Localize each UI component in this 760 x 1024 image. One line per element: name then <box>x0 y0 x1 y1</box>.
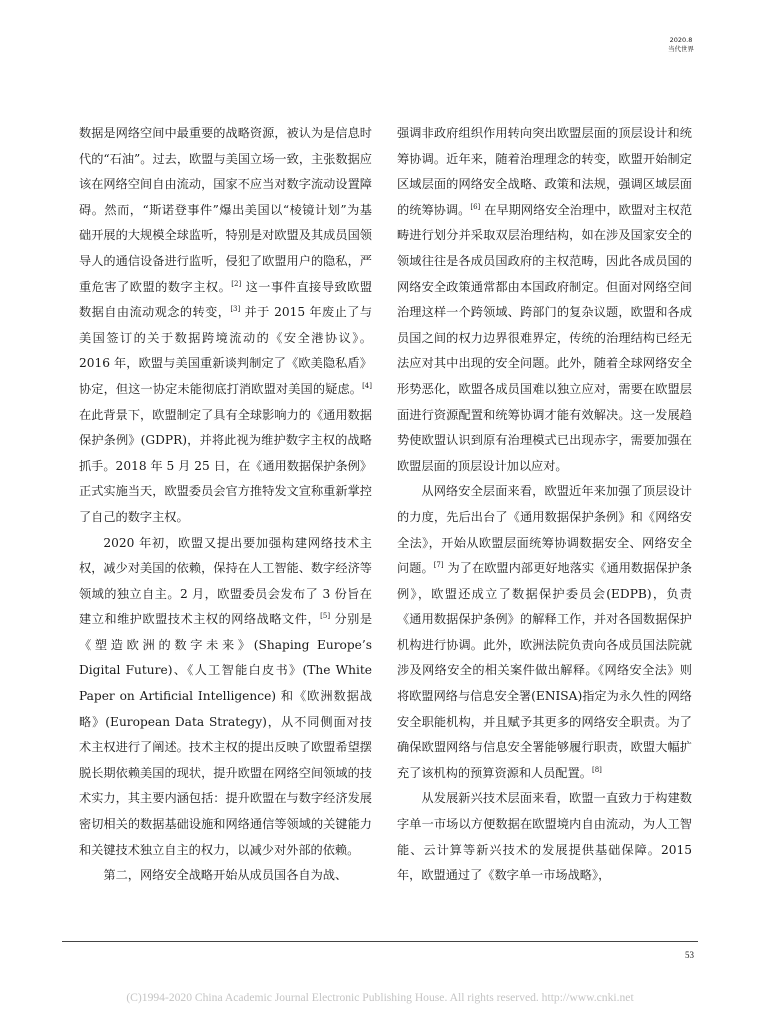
citation-marker: [8] <box>592 765 602 774</box>
right-column <box>397 121 692 889</box>
page-number: 53 <box>685 950 694 960</box>
citation-marker: [5] <box>320 612 331 621</box>
paragraph: 第二，网络安全战略开始从成员国各自为战、 <box>103 868 348 883</box>
issue-date: 2020.8 <box>669 36 693 44</box>
citation-marker: [3] <box>230 305 241 314</box>
citation-marker: [6] <box>470 202 481 211</box>
running-header <box>668 36 694 54</box>
citation-marker: [7] <box>433 561 444 570</box>
paragraph: 从发展新兴技术层面来看，欧盟一直致力于构建数字单一市场以方便数据在欧盟境内自由流动，为人工智能、云计算等新兴技术的发展提供基础保障。2015 年，欧盟通过了《数字单一市场战略》， <box>397 791 692 883</box>
paragraph: 强调非政府组织作用转向突出欧盟层面的顶层设计和统筹协调。近年来，随着治理理念的转变，欧盟开始制定区域层面的网络安全战略、政策和法规，强调区域层面的统筹协调。[6] 在早期网络安全治理中，欧盟对主权范畴进行划分并采取双层治理结构，如在涉及国家安全的领域往往是各成员国政府的主权范畴，因此各成员国的网络安全政策通常都由本国政府制定。但面对网络空间治理这样一个跨领域、跨部门的复杂议题，欧盟和各成员国之间的权力边界很难界定，传统的治理结构已经无法应对其中出现的安全问题。此外，随着全球网络安全形势恶化，欧盟各成员国难以独立应对，需要在欧盟层面进行资源配置和统筹协调才能有效解决。这一发展趋势使欧盟认识到原有治理模式已出现赤字，需要加强在欧盟层面的顶层设计加以应对。 <box>397 126 693 473</box>
paragraph: 从网络安全层面来看，欧盟近年来加强了顶层设计的力度，先后出台了《通用数据保护条例》和《网络安全法》，开始从欧盟层面统筹协调数据安全、网络安全问题。[7] 为了在欧盟内部更好地落实《通用数据保护条例》，欧盟还成立了数据保护委员会(EDPB)，负责《通用数据保护条例》的解释工作，并对各国数据保护机构进行协调。此外，欧洲法院负责向各成员国法院就涉及网络安全的相关案件做出解释。《网络安全法》则将欧盟网络与信息安全署(ENISA)指定为永久性的网络安全职能机构，并且赋予其更多的网络安全职责。为了确保欧盟网络与信息安全署能够履行职责，欧盟大幅扩充了该机构的预算资源和人员配置。[8] <box>397 484 693 780</box>
left-column <box>79 121 372 889</box>
paragraph: 数据是网络空间中最重要的战略资源，被认为是信息时代的“石油”。过去，欧盟与美国立场一致，主张数据应该在网络空间自由流动，国家不应当对数字流动设置障碍。然而，“斯诺登事件”爆出美国以“棱镜计划”为基础开展的大规模全球监听，特别是对欧盟及其成员国领导人的通信设备进行监听，侵犯了欧盟用户的隐私，严重危害了欧盟的数字主权。[2] 这一事件直接导致欧盟数据自由流动观念的转变，[3] 并于 2015 年废止了与美国签订的关于数据跨境流动的《安全港协议》。2016 年，欧盟与美国重新谈判制定了《欧美隐私盾》协定，但这一协定未能彻底打消欧盟对美国的疑虑。[4] 在此背景下，欧盟制定了具有全球影响力的《通用数据保护条例》(GDPR)，并将此视为维护数字主权的战略抓手。2018 年 5 月 25 日，在《通用数据保护条例》正式实施当天，欧盟委员会官方推特发文宣称重新掌控了自己的数字主权。 <box>79 126 373 524</box>
journal-name: 当代世界 <box>668 45 694 53</box>
footer-rule <box>62 941 698 942</box>
citation-marker: [2] <box>231 279 242 288</box>
paragraph: 2020 年初，欧盟又提出要加强构建网络技术主权，减少对美国的依赖，保持在人工智能、数字经济等领域的独立自主。2 月，欧盟委员会发布了 3 份旨在建立和维护欧盟技术主权的网络战略文件，[5] 分别是《塑造欧洲的数字未来》(Shaping Europe’s Digital Future)、《人工智能白皮书》(The White Paper on Artificial Intelligence) 和《欧洲数据战略》(European Data Strategy)，从不同侧面对技术主权进行了阐述。技术主权的提出反映了欧盟希望摆脱长期依赖美国的现状，提升欧盟在网络空间领域的技术实力，其主要内涵包括：提升欧盟在与数字经济发展密切相关的数据基础设施和网络通信等领域的关键能力和关键技术独立自主的权力，以减少对外部的依赖。 <box>79 535 373 857</box>
citation-marker: [4] <box>362 381 372 390</box>
copyright-watermark: (C)1994-2020 China Academic Journal Electronic Publishing House. All rights reserved. http://www.cnki.net <box>126 991 634 1004</box>
